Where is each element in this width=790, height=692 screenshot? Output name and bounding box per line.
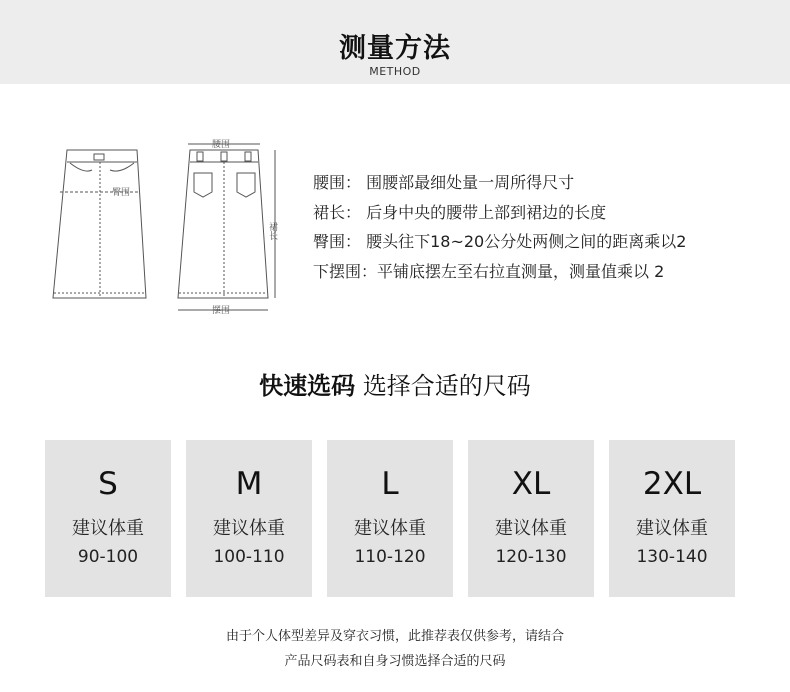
size-weight-label: 建议体重 [213, 518, 285, 539]
size-weight-range: 130-140 [636, 547, 708, 567]
measure-waist: 腰围： 围腰部最细处量一周所得尺寸 [313, 173, 575, 192]
size-card-l [327, 440, 453, 597]
page-header [0, 0, 790, 84]
page-title: 测量方法 [339, 33, 451, 64]
back-skirt-illustration [178, 144, 275, 310]
size-weight-label: 建议体重 [354, 518, 426, 539]
size-weight-range: 100-110 [213, 547, 285, 567]
back-length-label: 裙长 [267, 222, 277, 240]
measurement-instructions [313, 170, 773, 288]
size-weight-label: 建议体重 [495, 518, 567, 539]
size-cards [45, 440, 745, 597]
front-skirt-illustration [53, 150, 146, 298]
size-letter: S [98, 466, 118, 502]
size-weight-range: 120-130 [495, 547, 567, 567]
size-disclaimer [0, 624, 790, 674]
front-hip-label: 臀围 [112, 188, 131, 198]
back-waist-label: 腰围 [212, 140, 231, 150]
disclaimer-line-1: 由于个人体型差异及穿衣习惯，此推荐表仅供参考，请结合 [225, 629, 564, 644]
size-weight-range: 110-120 [354, 547, 426, 567]
size-card-m [186, 440, 312, 597]
measure-hip: 臀围： 腰头往下18~20公分处两侧之间的距离乘以2 [313, 232, 687, 251]
size-card-xl [468, 440, 594, 597]
quick-size-title-rest: 选择合适的尺码 [362, 372, 531, 400]
measure-hem: 下摆围：平铺底摆左至右拉直测量，测量值乘以 2 [313, 261, 665, 281]
disclaimer-line-2: 产品尺码表和自身习惯选择合适的尺码 [284, 654, 506, 669]
size-letter: 2XL [642, 466, 702, 502]
size-card-s [45, 440, 171, 597]
quick-size-title-bold: 快速选码 [259, 372, 356, 400]
quick-size-title [0, 366, 790, 401]
measure-length: 裙长： 后身中央的腰带上部到裙边的长度 [313, 202, 607, 222]
size-letter: XL [511, 466, 551, 502]
size-weight-label: 建议体重 [72, 518, 144, 539]
size-weight-label: 建议体重 [636, 518, 708, 539]
size-letter: L [381, 466, 399, 502]
back-hem-label: 摆围 [212, 306, 231, 316]
skirt-diagram [40, 130, 300, 325]
size-card-2xl [609, 440, 735, 597]
page-subtitle: METHOD [369, 65, 421, 78]
size-weight-range: 90-100 [77, 547, 139, 567]
size-letter: M [235, 466, 263, 502]
